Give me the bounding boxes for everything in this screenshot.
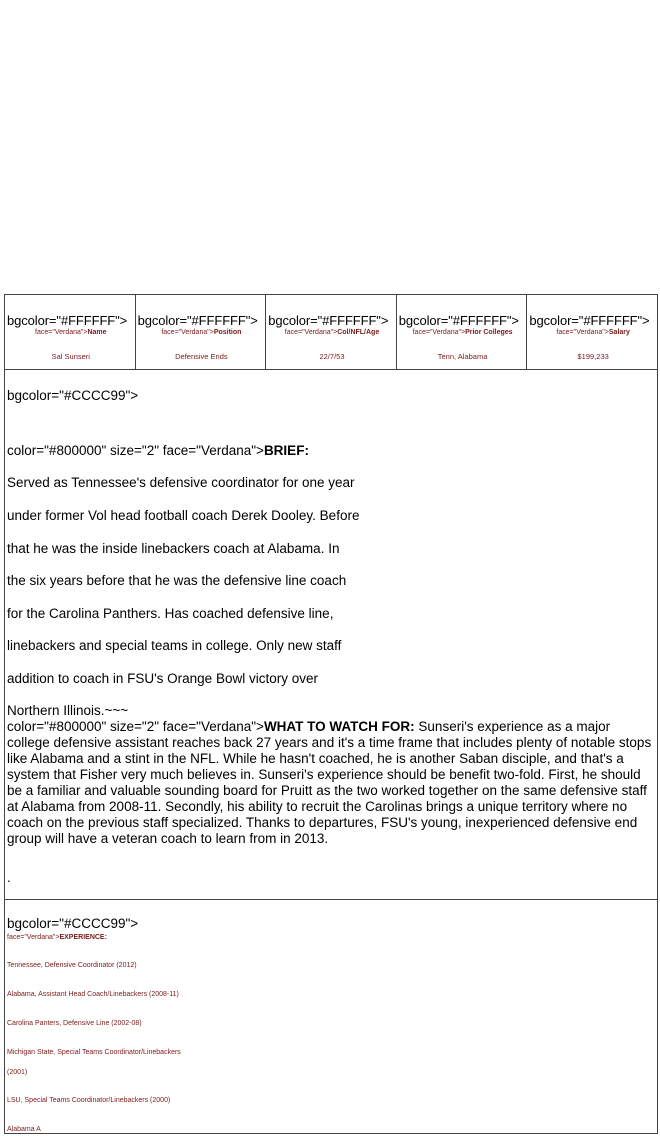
header-cell-prior-colleges — [397, 295, 528, 369]
header-attr: face="Verdana"> — [161, 329, 214, 336]
header-value: Sal Sunseri — [51, 352, 90, 361]
header-value: Tenn, Alabama — [437, 352, 488, 361]
experience-item: Michigan State, Special Teams Coordinator/Linebackers — [7, 1049, 181, 1056]
header-raw: bgcolor="#FFFFFF"> — [7, 313, 128, 328]
experience-heading — [7, 934, 107, 941]
brief-dot: . — [7, 870, 11, 885]
header-label: Name — [87, 329, 107, 336]
brief-line: under former Vol head football coach Derek Dooley. Before — [7, 508, 360, 523]
brief-label: BRIEF: — [263, 443, 309, 458]
brief-line: the six years before that he was the defensive line coach — [7, 573, 347, 588]
header-label: Position — [213, 329, 242, 336]
experience-item: LSU, Special Teams Coordinator/Linebackers (2000) — [7, 1097, 171, 1104]
header-raw: bgcolor="#FFFFFF"> — [137, 313, 258, 328]
header-row — [5, 295, 657, 370]
brief-line: for the Carolina Panthers. Has coached defensive line, — [7, 606, 334, 621]
header-value: 22/7/53 — [319, 352, 345, 361]
experience-item: (2001) — [7, 1069, 28, 1076]
brief-line: that he was the inside linebackers coach at Alabama. In — [7, 541, 340, 556]
experience-item: Alabama A — [7, 1126, 41, 1133]
header-raw: bgcolor="#FFFFFF"> — [398, 313, 519, 328]
experience-label: EXPERIENCE: — [59, 934, 107, 941]
header-label: Salary — [608, 329, 630, 336]
watch-prefix: color="#800000" size="2" face="Verdana"> — [7, 719, 264, 734]
experience-item: Tennessee, Defensive Coordinator (2012) — [7, 962, 137, 969]
experience-bg-raw: bgcolor="#CCCC99"> — [7, 916, 139, 931]
header-cell-age — [266, 295, 397, 369]
brief-prefix: color="#800000" size="2" face="Verdana"> — [7, 443, 264, 458]
header-attr: face="Verdana"> — [556, 329, 609, 336]
header-attr: face="Verdana"> — [35, 329, 88, 336]
brief-line: addition to coach in FSU's Orange Bowl victory over — [7, 671, 318, 686]
experience-attr: face="Verdana"> — [7, 934, 60, 941]
brief-line: Served as Tennessee's defensive coordinator for one year — [7, 475, 355, 490]
experience-item: Alabama, Assistant Head Coach/Linebackers (2008-11) — [7, 991, 179, 998]
header-attr: face="Verdana"> — [412, 329, 466, 336]
header-raw: bgcolor="#FFFFFF"> — [268, 313, 389, 328]
header-cell-position — [136, 295, 267, 369]
header-raw: bgcolor="#FFFFFF"> — [529, 313, 650, 328]
header-attr: face="Verdana"> — [284, 329, 338, 336]
brief-line: Northern Illinois.~~~ — [7, 703, 129, 718]
brief-heading — [7, 443, 309, 458]
watch-label: WHAT TO WATCH FOR: — [263, 719, 415, 734]
brief-section — [5, 370, 657, 900]
brief-bg-raw: bgcolor="#CCCC99"> — [7, 388, 139, 403]
watch-paragraph — [7, 719, 655, 847]
header-label: Col/NFL/Age — [337, 329, 380, 336]
staff-profile-table — [4, 294, 658, 1134]
header-value: Defensive Ends — [175, 352, 228, 361]
header-cell-name — [5, 295, 136, 369]
brief-line: linebackers and special teams in college. Only new staff — [7, 638, 342, 653]
experience-item: Carolina Panters, Defensive Line (2002-08) — [7, 1020, 142, 1027]
header-label: Prior Colleges — [465, 329, 513, 336]
header-cell-salary — [527, 295, 657, 369]
watch-text: Sunseri's experience as a major college defensive assistant reaches back 27 years and it's a time frame that includes plenty of notable stops like Alabama and a stint in the NFL. While he hasn't coached, he is another Saban disciple, and that's a system that Fisher very much believes in. Sunseri's experience should be benefit two-fold. First, he should be a familiar and valuable sounding board for Pruitt as the two worked together on the same defensive staff at Alabama from 2008-11. Secondly, his ability to recruit the Carolinas brings a unique territory where no coach on the previous staff specialized. Thanks to departures, FSU's young, inexperienced defensive end group will have a veteran coach to learn from in 2013. — [7, 719, 652, 846]
header-value: $199,233 — [577, 352, 609, 361]
